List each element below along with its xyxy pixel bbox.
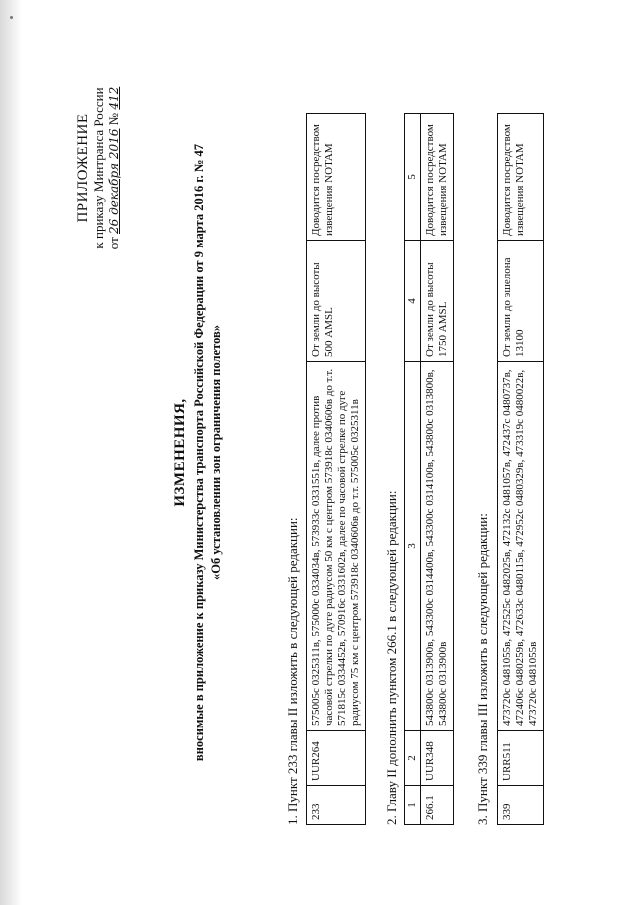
cell-altitude: От земли до высоты 1750 AMSL <box>421 241 454 362</box>
handwritten-date: 26 декабря 2016 <box>107 128 121 234</box>
table-row <box>498 114 544 825</box>
header-col-5: 5 <box>405 114 421 241</box>
cell-number: 266.1 <box>421 786 454 825</box>
document-subtitle: вносимые в приложение к приказу Министерства транспорта Российской Федерации от 9 марта 2016 г. № 47 <box>192 143 206 762</box>
item-2-text: 2. Главу II дополнить пунктом 266.1 в следующей редакции: <box>384 490 399 825</box>
item-1-text: 1. Пункт 233 главы II изложить в следующей редакции: <box>285 517 300 825</box>
header-col-1: 1 <box>405 786 421 825</box>
table-item-3 <box>497 113 544 825</box>
document-subtitle-order-name: «Об установлении зон ограничения полетов» <box>209 324 223 581</box>
table-row <box>421 114 454 825</box>
appendix-date-line <box>106 38 122 298</box>
appendix-date-prefix: от <box>106 237 121 250</box>
cell-code: UUR264 <box>307 731 366 786</box>
cell-coordinates: 543800с 0313900в, 543300с 0314400в, 543300с 0314100в, 543800с 0313800в, 543800с 0313900в <box>421 362 454 731</box>
handwritten-number: 412 <box>107 86 121 110</box>
appendix-number-label: № <box>106 112 121 126</box>
cell-number: 233 <box>307 786 366 825</box>
cell-number: 339 <box>498 786 544 825</box>
table-row <box>307 114 366 825</box>
cell-coordinates: 575005с 0325311в, 575000с 0334034в, 573933с 0331551в, далее против часовой стрелки по дуге радиусом 50 км с центром 573918с 0340606в до т.т. 571815с 0334452в, 570916с 0331602в, далее по часовой стрелке по дуге радиусом 75 км с центром 573918с 0340606в до т.т. 575005с 0325311в <box>307 362 366 731</box>
cell-altitude: От земли до высоты 500 AMSL <box>307 241 366 362</box>
cell-notam: Доводится посредством извещения NOTAM <box>498 114 544 241</box>
cell-code: UUR348 <box>421 731 454 786</box>
cell-notam: Доводится посредством извещения NOTAM <box>307 114 366 241</box>
header-col-4: 4 <box>405 241 421 362</box>
cell-coordinates: 473720с 0481055в, 472525с 0482025в, 472132с 0481057в, 472437с 0480737в, 472406с 0480259в, 472633с 0480115в, 472952с 0480329в, 473319с 0480022в, 473720с 0481055в <box>498 362 544 731</box>
cell-code: URR511 <box>498 731 544 786</box>
cell-altitude: От земли до эшелона 13100 <box>498 241 544 362</box>
document-title: ИЗМЕНЕНИЯ, <box>172 398 188 507</box>
appendix-order-line: к приказу Минтранса России <box>91 87 106 249</box>
header-col-3: 3 <box>405 362 421 731</box>
table-item-1 <box>306 113 366 825</box>
appendix-block <box>76 38 122 298</box>
appendix-title: ПРИЛОЖЕНИЕ <box>75 113 91 223</box>
cell-notam: Доводится посредством извещения NOTAM <box>421 114 454 241</box>
table-item-2 <box>404 113 454 825</box>
table-header-row <box>405 114 421 825</box>
header-col-2: 2 <box>405 731 421 786</box>
item-3-text: 3. Пункт 339 главы III изложить в следующей редакции: <box>475 513 490 825</box>
